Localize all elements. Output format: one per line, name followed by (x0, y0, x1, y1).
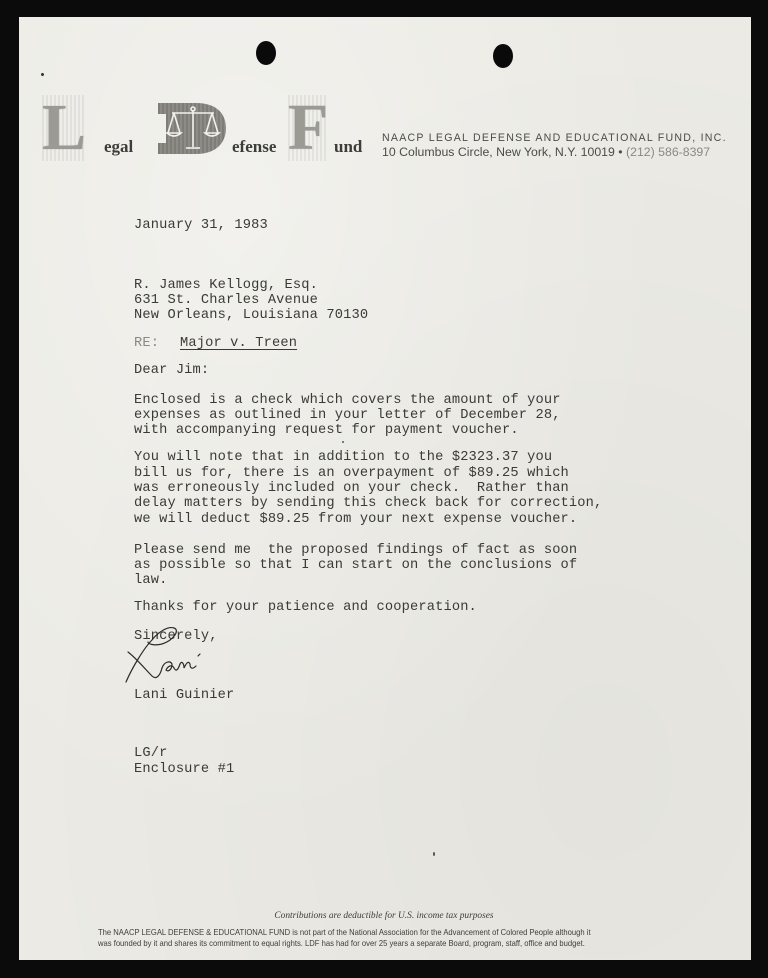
paragraph-line: with accompanying request for payment voucher. (134, 423, 519, 438)
paragraph-line: expenses as outlined in your letter of December 28, (134, 408, 561, 423)
logo-letter-l: L (42, 91, 87, 164)
signature-icon (122, 618, 212, 688)
punch-hole-left (256, 41, 276, 65)
paragraph-line: You will note that in addition to the $2323.37 you (134, 450, 553, 465)
recipient-name: R. James Kellogg, Esq. (134, 278, 319, 293)
paragraph-line: as possible so that I can start on the conclusions of (134, 558, 578, 573)
signer-name: Lani Guinier (134, 688, 235, 703)
logo-letter-d (158, 101, 228, 155)
logo-word-und: und (334, 137, 363, 156)
disclaimer-line-1: The NAACP LEGAL DEFENSE & EDUCATIONAL FUND is not part of the National Association for the Advancement of Colored People although it (98, 927, 591, 937)
handwritten-signature (122, 618, 212, 688)
paragraph-line: delay matters by sending this check back for correction, (134, 496, 603, 511)
recipient-city: New Orleans, Louisiana 70130 (134, 308, 369, 323)
paragraph-line: was erroneously included on your check. Rather than (134, 481, 569, 496)
ink-speck (433, 852, 435, 856)
organization-name: NAACP LEGAL DEFENSE AND EDUCATIONAL FUND, INC. (382, 132, 727, 144)
logo-word-egal: egal (104, 137, 134, 156)
salutation: Dear Jim: (134, 363, 210, 378)
paragraph-line: bill us for, there is an overpayment of $89.25 which (134, 466, 569, 481)
organization-phone: (212) 586-8397 (626, 145, 711, 159)
paragraph-line: Thanks for your patience and cooperation. (134, 600, 477, 615)
letterhead-contact (382, 132, 727, 159)
organization-address: 10 Columbus Circle, New York, N.Y. 10019 (382, 145, 615, 159)
tax-deductible-note: Contributions are deductible for U.S. income tax purposes (274, 911, 494, 921)
ink-speck (342, 441, 344, 443)
disclaimer-line-2: was founded by it and shares its commitment to equal rights. LDF has had for over 25 years a separate Board, program, staff, office and budget. (98, 937, 585, 948)
paragraph-line: we will deduct $89.25 from your next expense voucher. (134, 512, 578, 527)
closing: Sincerely, (134, 629, 218, 644)
paragraph-line: law. (134, 573, 168, 588)
logo-letter-f: F (288, 91, 329, 164)
re-subject: Major v. Treen (180, 336, 298, 351)
letter-date: January 31, 1983 (134, 218, 268, 233)
bullet-separator: • (618, 145, 623, 159)
re-label: RE: (134, 336, 160, 351)
typist-initials: LG/r (134, 746, 168, 761)
organization-address-line (382, 145, 727, 159)
ldf-logo (42, 91, 368, 164)
logo-word-efense: efense (232, 137, 277, 156)
paragraph-line: Enclosed is a check which covers the amount of your (134, 393, 561, 408)
scales-of-justice-icon (158, 101, 228, 155)
paragraph-line: Please send me the proposed findings of fact as soon (134, 543, 578, 558)
enclosure-note: Enclosure #1 (134, 762, 235, 777)
recipient-street: 631 St. Charles Avenue (134, 293, 319, 308)
punch-hole-right (493, 44, 513, 68)
footer-disclaimer (98, 927, 622, 948)
